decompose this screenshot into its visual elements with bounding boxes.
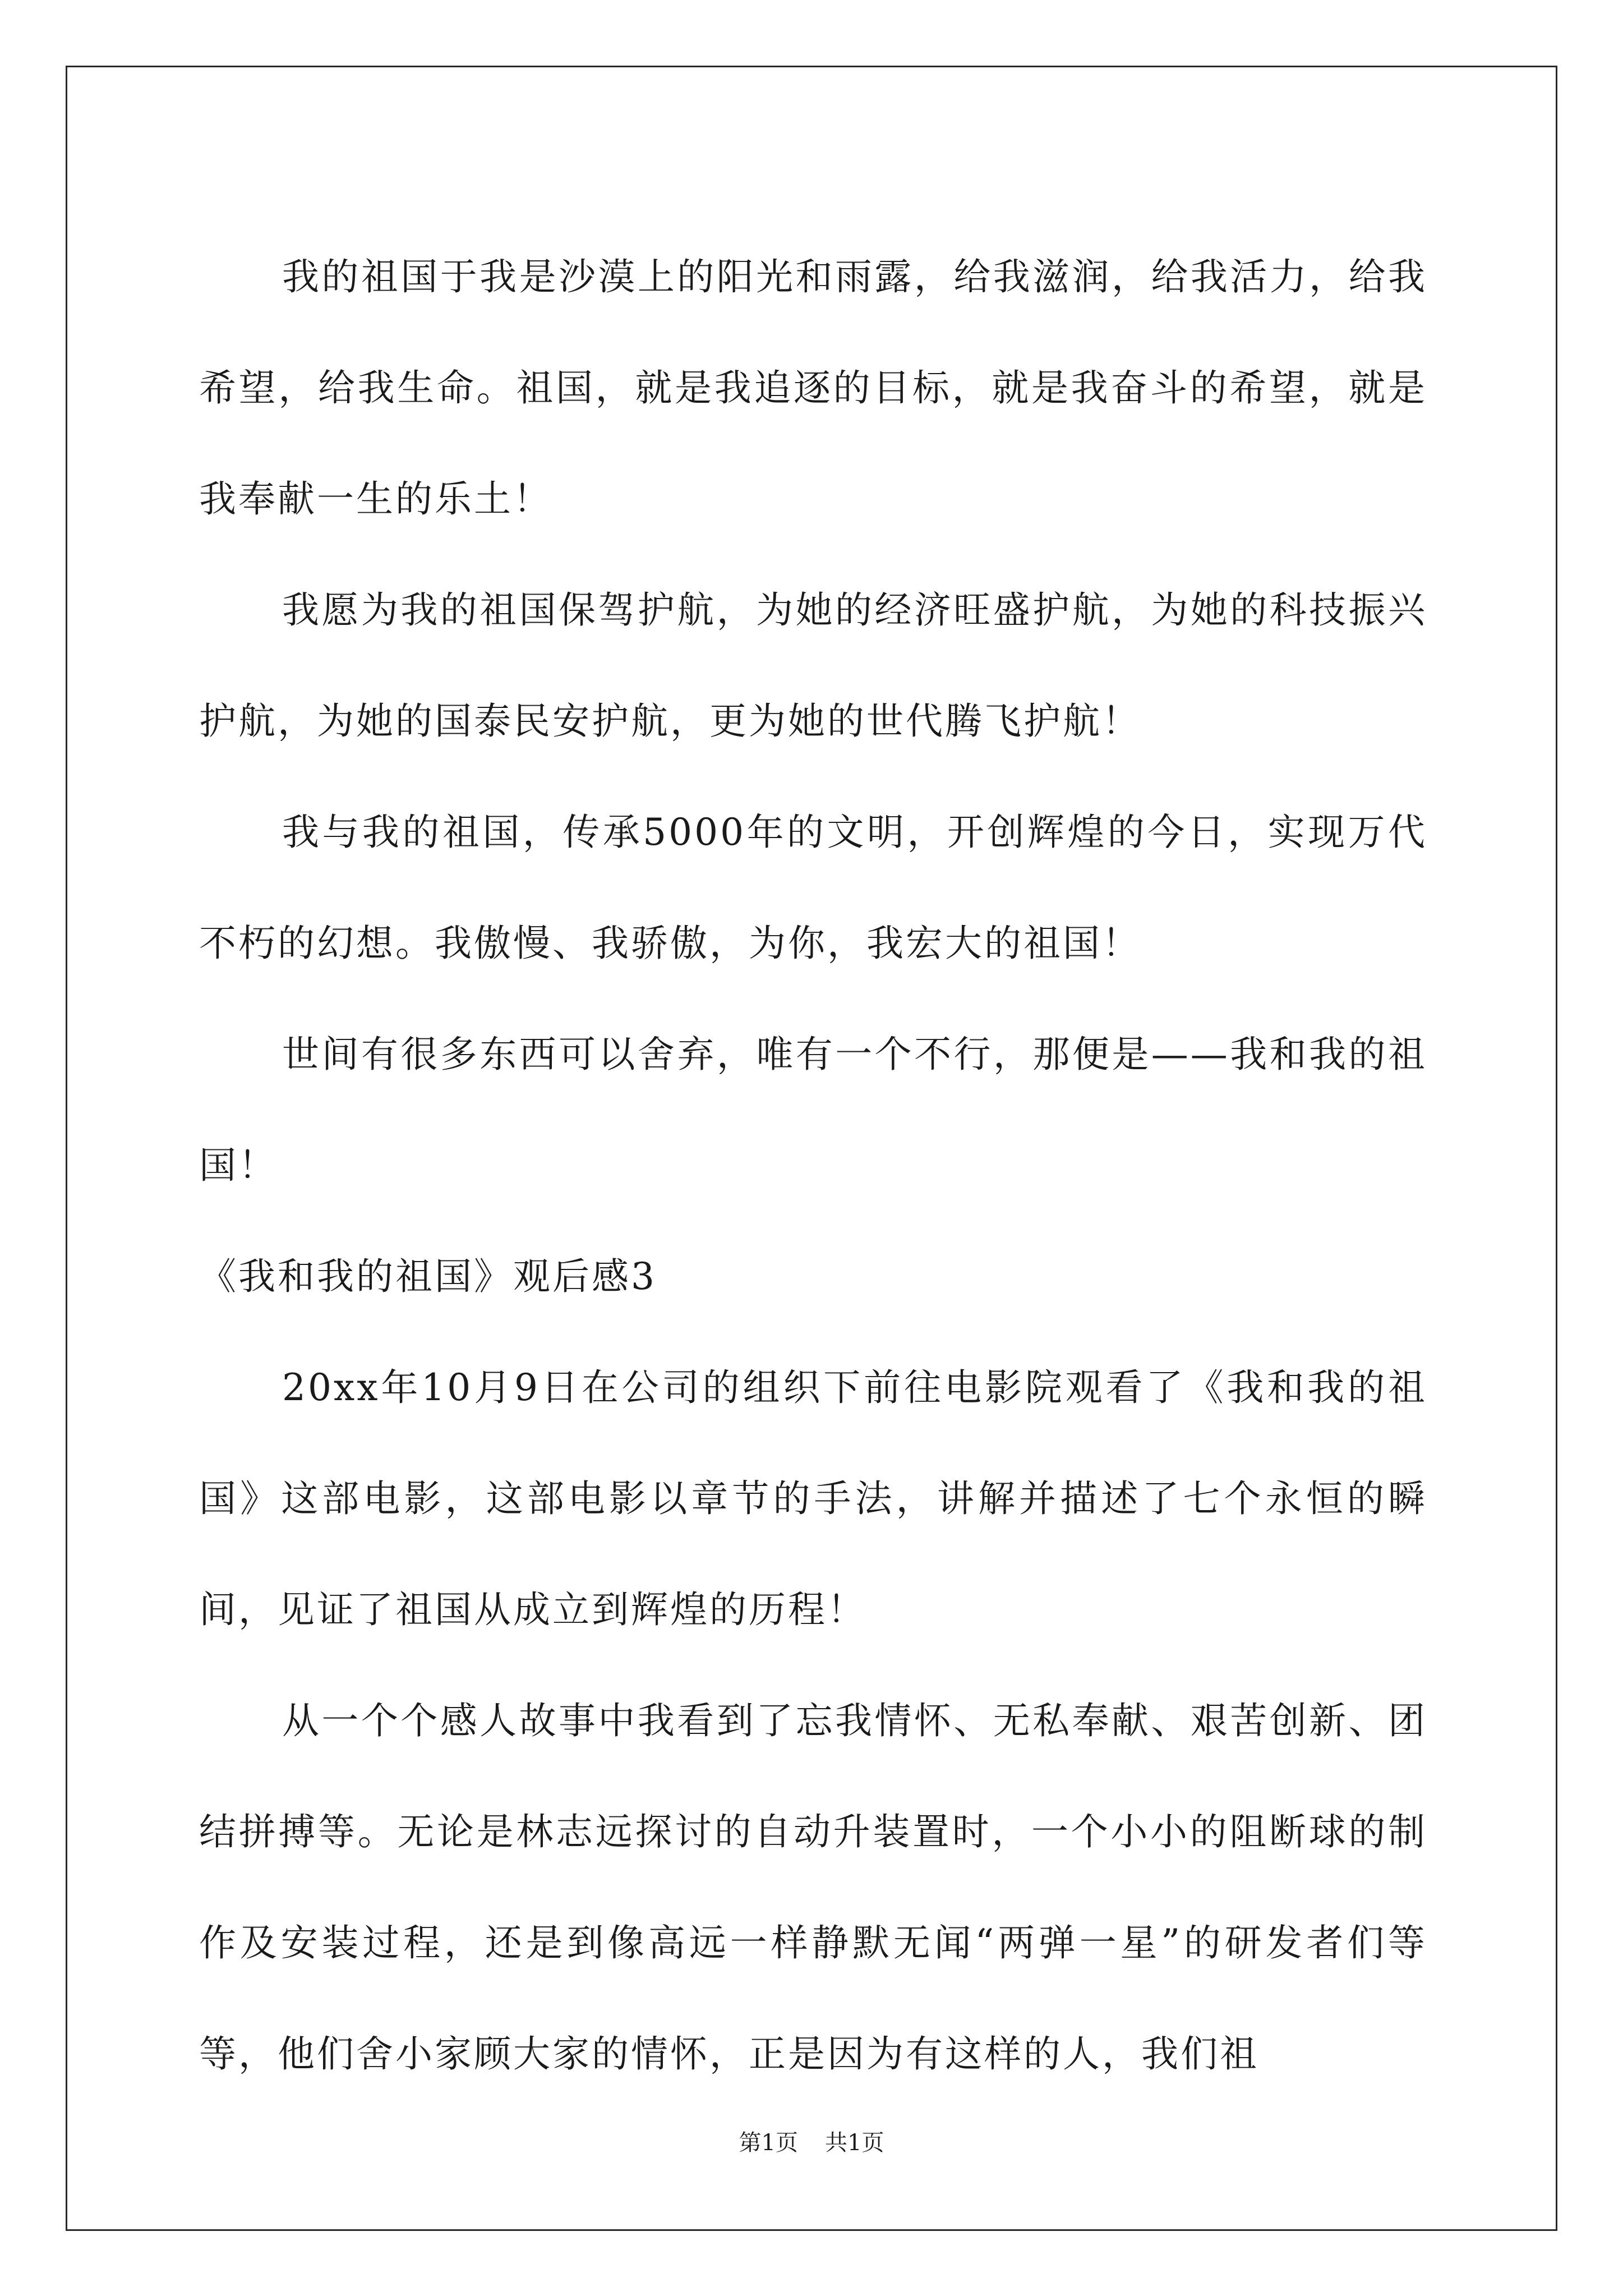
document-body <box>199 222 1427 2110</box>
paragraph: 20xx年10月9日在公司的组织下前往电影院观看了《我和我的祖国》这部电影，这部电影以章节的手法，讲解并描述了七个永恒的瞬间，见证了祖国从成立到辉煌的历程！ <box>199 1366 1427 1631</box>
page-footer <box>0 2126 1623 2160</box>
paragraph: 世间有很多东西可以舍弃，唯有一个不行，那便是——我和我的祖国！ <box>199 1033 1427 1187</box>
paragraph: 我与我的祖国，传承5000年的文明，开创辉煌的今日，实现万代不朽的幻想。我傲慢、我骄傲，为你，我宏大的祖国！ <box>199 811 1427 965</box>
paragraph: 我的祖国于我是沙漠上的阳光和雨露，给我滋润，给我活力，给我希望，给我生命。祖国，就是我追逐的目标，就是我奋斗的希望，就是我奉献一生的乐土！ <box>199 255 1427 521</box>
page-number: 第1页 <box>739 2130 798 2156</box>
paragraph: 从一个个感人故事中我看到了忘我情怀、无私奉献、艰苦创新、团结拼搏等。无论是林志远探讨的自动升装置时，一个小小的阻断球的制作及安装过程，还是到像高远一样静默无闻“两弹一星”的研发者们等等，他们舍小家顾大家的情怀，正是因为有这样的人，我们祖 <box>199 1699 1427 2076</box>
page-total: 共1页 <box>825 2130 884 2156</box>
section-heading: 《我和我的祖国》观后感3 <box>199 1255 657 1298</box>
paragraph: 我愿为我的祖国保驾护航，为她的经济旺盛护航，为她的科技振兴护航，为她的国泰民安护航，更为她的世代腾飞护航！ <box>199 588 1427 743</box>
